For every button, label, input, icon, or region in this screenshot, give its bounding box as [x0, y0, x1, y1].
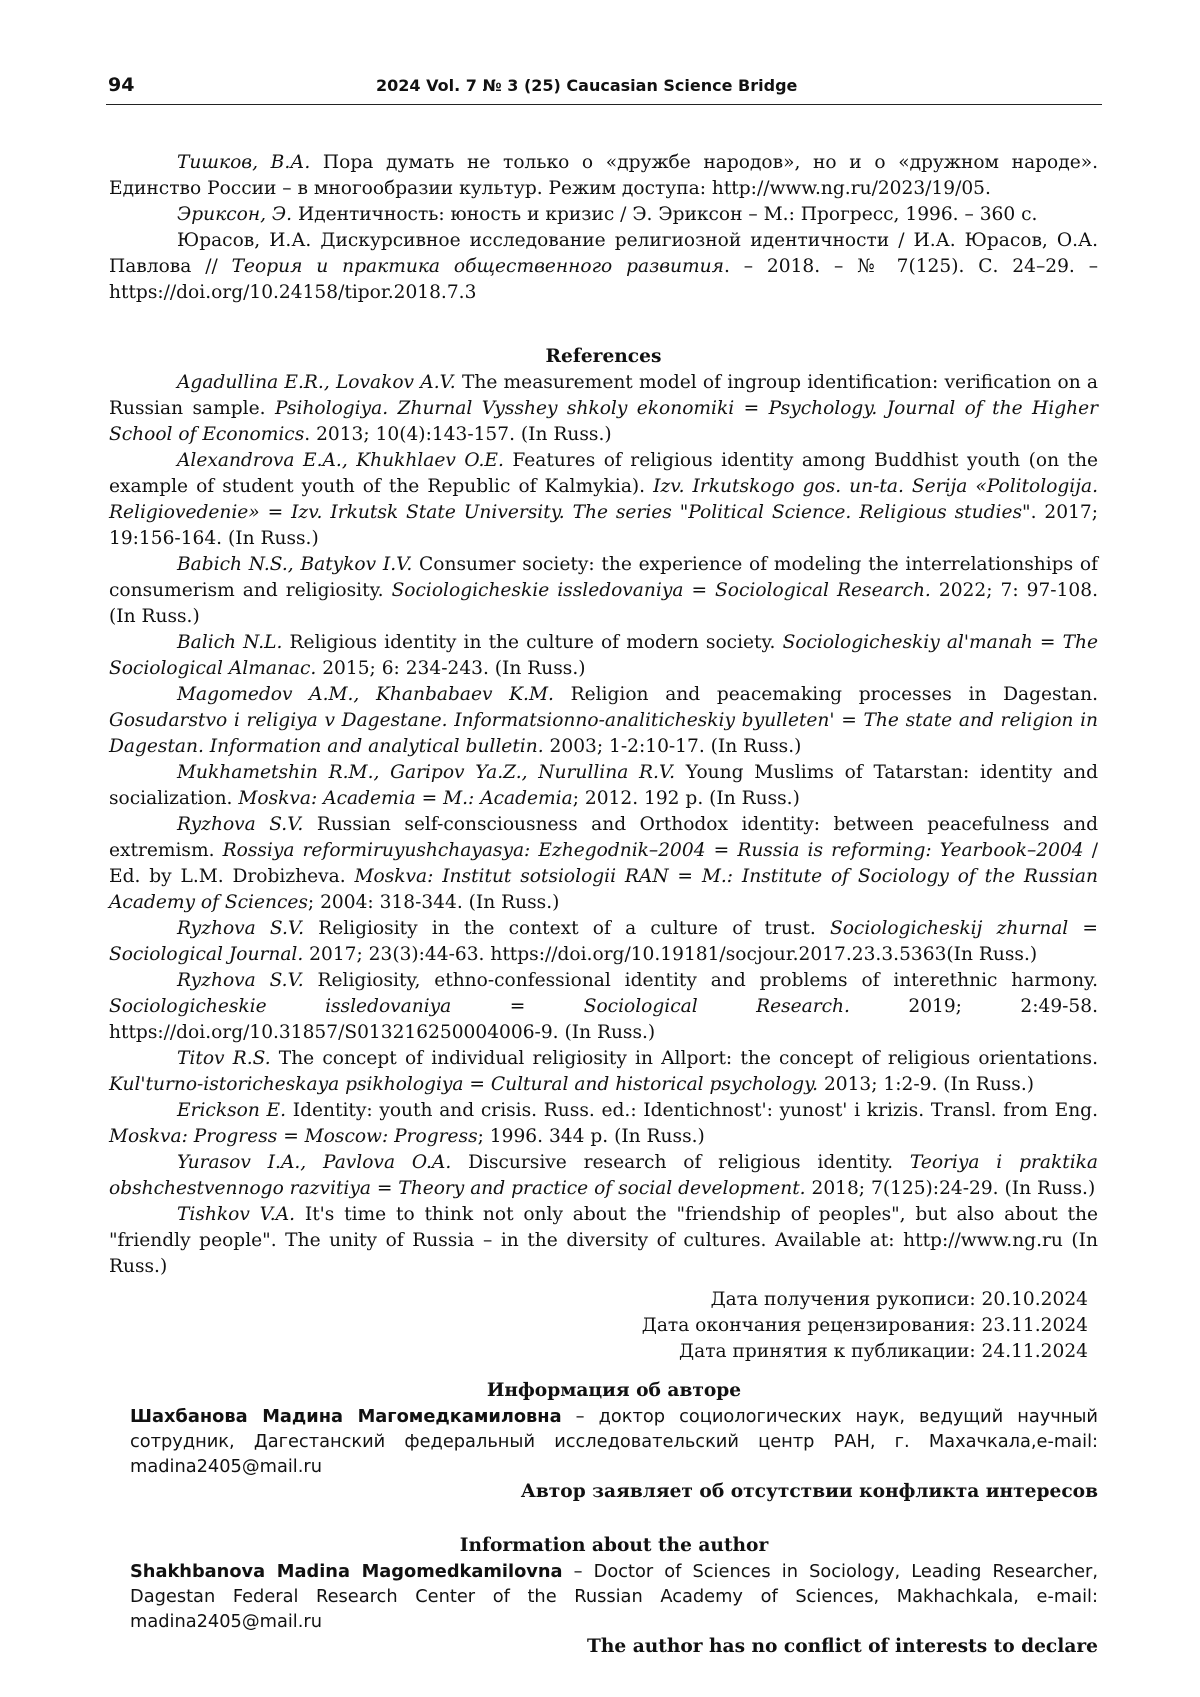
reference-text: Religiosity in the context of a culture of trust. — [304, 918, 830, 939]
reference-author: Balich N.L. — [177, 632, 283, 653]
reference-tail: 2013; 1:2-9. (In Russ.) — [818, 1074, 1035, 1095]
reference-text: Young Muslims of Tatarstan: identity and socialization. — [109, 762, 1098, 809]
reference-author: Erickson E. — [177, 1100, 287, 1121]
author-info-ru — [130, 1378, 1098, 1504]
reference-tail: . 2017; 19:156-164. (In Russ.) — [109, 502, 1099, 549]
author-description-ru — [130, 1404, 1098, 1479]
reference-item — [109, 1202, 1098, 1280]
reference-item — [109, 552, 1098, 630]
date-accepted: Дата принятия к публикации: 24.11.2024 — [679, 1341, 1088, 1362]
reference-text: Religion and peacemaking processes in Dagestan. — [553, 684, 1098, 705]
author-name-en: Shakhbanova Madina Magomedkamilovna — [130, 1561, 563, 1582]
reference-author: Alexandrova E.A., Khukhlaev O.E. — [177, 450, 504, 471]
reference-journal: Teoriya i praktika obshchestvennogo razvitiya = Theory and practice of social development. — [109, 1152, 1098, 1199]
reference-text: Юрасов, И.А. Дискурсивное исследование религиозной идентичности / И.А. Юрасов, О.А. Павлова // — [109, 230, 1098, 277]
reference-author: Titov R.S. — [177, 1048, 271, 1069]
manuscript-dates — [642, 1287, 1088, 1365]
reference-text: Religious identity in the culture of modern society. — [282, 632, 783, 653]
reference-author: Tishkov V.A. — [177, 1204, 296, 1225]
date-received: Дата получения рукописи: 20.10.2024 — [710, 1289, 1088, 1310]
reference-author: Эриксон, Э. — [177, 204, 293, 225]
russian-reference-list — [109, 150, 1098, 306]
reference-item — [109, 760, 1098, 812]
reference-item — [109, 370, 1098, 448]
reference-item — [109, 630, 1098, 682]
reference-author: Ryzhova S.V. — [177, 970, 304, 991]
reference-journal: Sociologicheskij zhurnal = Sociological Journal. — [109, 918, 1099, 965]
reference-tail: 2017; 23(3):44-63. https://doi.org/10.19181/socjour.2017.23.3.5363(In Russ.) — [303, 944, 1038, 965]
reference-text: It's time to think not only about the "friendship of peoples", but also about the "friendly people". The unity of Russia – in the diversity of cultures. Available at: http://www.ng.ru (In Russ.) — [109, 1204, 1098, 1277]
reference-tail: 2022; 7: 97-108. (In Russ.) — [109, 580, 1098, 627]
reference-author: Тишков, В.А. — [177, 152, 311, 173]
reference-journal: Rossiya reformiruyushchayasya: Ezhegodnik–2004 = Russia is reforming: Yearbook–2004 — [222, 840, 1084, 861]
reference-text: Discursive research of religious identity. — [451, 1152, 910, 1173]
author-description-en — [130, 1559, 1098, 1634]
reference-item — [109, 150, 1098, 202]
page-number: 94 — [108, 74, 135, 96]
reference-journal: Теория и практика общественного развития — [231, 256, 724, 277]
reference-item — [109, 812, 1098, 916]
reference-text: Religiosity, ethno-confessional identity and problems of interethnic harmony. — [303, 970, 1099, 991]
reference-text: The concept of individual religiosity in Allport: the concept of religious orientations. — [270, 1048, 1098, 1069]
author-details-ru: – доктор социологических наук, ведущий научный сотрудник, Дагестанский федеральный исследовательский центр РАН, г. Махачкала,e-mail: madina2405@mail.ru — [130, 1406, 1098, 1477]
date-reviewed: Дата окончания рецензирования: 23.11.2024 — [641, 1315, 1088, 1336]
references-section — [109, 344, 1098, 1280]
author-name-ru: Шахбанова Мадина Магомедкамиловна — [130, 1406, 562, 1427]
reference-journal: Psihologiya. Zhurnal Vysshey shkoly ekonomiki = Psychology. Journal of the Higher School of Economics — [109, 398, 1098, 445]
reference-item — [109, 228, 1098, 306]
reference-item — [109, 1046, 1098, 1098]
reference-tail: ; 2004: 318-344. (In Russ.) — [307, 892, 560, 913]
reference-text: Consumer society: the experience of modeling the interrelationships of consumerism and religiosity. — [109, 554, 1098, 601]
reference-item — [109, 1098, 1098, 1150]
running-header — [106, 74, 1102, 105]
reference-editor: / Ed. by L.M. Drobizheva. — [109, 840, 1098, 887]
conflict-statement-en: The author has no conflict of interests to declare — [587, 1636, 1098, 1657]
conflict-statement-ru: Автор заявляет об отсутствии конфликта интересов — [520, 1481, 1098, 1502]
reference-item — [109, 202, 1098, 228]
reference-tail: ; 2012. 192 p. (In Russ.) — [572, 788, 800, 809]
reference-item — [109, 1150, 1098, 1202]
reference-tail: 2015; 6: 234-243. (In Russ.) — [316, 658, 586, 679]
journal-title: 2024 Vol. 7 № 3 (25) Caucasian Science Bridge — [376, 76, 798, 95]
reference-journal: Sociologicheskiy al'manah = The Sociological Almanac. — [109, 632, 1098, 679]
reference-tail: 2018; 7(125):24-29. (In Russ.) — [805, 1178, 1096, 1199]
reference-author: Agadullina E.R., Lovakov A.V. — [177, 372, 456, 393]
author-info-en — [130, 1533, 1098, 1659]
reference-text: The measurement model of ingroup identification: verification on a Russian sample. — [109, 372, 1098, 419]
reference-tail: . – 2018. – № 7(125). С. 24–29. – https://doi.org/10.24158/tipor.2018.7.3 — [109, 256, 1098, 303]
reference-text: Russian self-consciousness and Orthodox identity: between peacefulness and extremism. — [109, 814, 1098, 861]
reference-author: Ryzhova S.V. — [177, 918, 305, 939]
references-heading: References — [545, 346, 662, 367]
reference-journal: Gosudarstvo i religiya v Dagestane. Informatsionno-analiticheskiy byulleten' = The state and religion in Dagestan. Information and analytical bulletin. — [109, 710, 1098, 757]
reference-journal: Kul'turno-istoricheskaya psikhologiya = Cultural and historical psychology. — [109, 1074, 819, 1095]
reference-tail: 2019; 2:49-58. https://doi.org/10.31857/S013216250004006-9. (In Russ.) — [109, 996, 1099, 1043]
reference-journal: Sociologicheskie issledovaniya = Sociological Research. — [109, 996, 850, 1017]
author-details-en: – Doctor of Sciences in Sociology, Leading Researcher, Dagestan Federal Research Center of the Russian Academy of Sciences, Makhachkala, e-mail: madina2405@mail.ru — [130, 1561, 1099, 1632]
author-info-heading-ru: Информация об авторе — [486, 1380, 742, 1401]
reference-text: Пора думать не только о «дружбе народов», но и о «дружном народе». Единство России – в многообразии культур. Режим доступа: http://www.ng.ru/2023/19/05. — [109, 152, 1098, 199]
reference-journal: Moskva: Academia = M.: Academia — [238, 788, 573, 809]
reference-author: Yurasov I.A., Pavlova O.A. — [177, 1152, 452, 1173]
reference-item — [109, 682, 1098, 760]
reference-author: Babich N.S., Batykov I.V. — [177, 554, 413, 575]
reference-journal: Sociologicheskie issledovaniya = Sociological Research. — [391, 580, 931, 601]
reference-item — [109, 916, 1098, 968]
reference-item — [109, 448, 1098, 552]
reference-publisher: Moskva: Institut sotsiologii RAN = M.: Institute of Sociology of the Russian Academy of Sciences — [109, 866, 1098, 913]
author-info-heading-en: Information about the author — [459, 1535, 769, 1556]
reference-text: Идентичность: юность и кризис / Э. Эриксон – М.: Прогресс, 1996. – 360 с. — [292, 204, 1038, 225]
reference-text: Identity: youth and crisis. Russ. ed.: Identichnost': yunost' i krizis. Transl. from Eng. — [286, 1100, 1098, 1121]
reference-author: Ryzhova S.V. — [177, 814, 304, 835]
reference-text: Features of religious identity among Buddhist youth (on the example of student youth of the Republic of Kalmykia). — [109, 450, 1098, 497]
reference-author: Magomedov A.M., Khanbabaev K.M. — [177, 684, 554, 705]
reference-author: Mukhametshin R.M., Garipov Ya.Z., Nurullina R.V. — [177, 762, 676, 783]
reference-item — [109, 968, 1098, 1046]
reference-tail: . 2013; 10(4):143-157. (In Russ.) — [304, 424, 612, 445]
reference-tail: 2003; 1-2:10-17. (In Russ.) — [543, 736, 802, 757]
reference-tail: ; 1996. 344 p. (In Russ.) — [477, 1126, 705, 1147]
reference-journal: Izv. Irkutskogo gos. un-ta. Serija «Politologija. Religiovedenie» = Izv. Irkutsk State University. The series "Political Science. Religious studies" — [109, 476, 1099, 523]
reference-journal: Moskva: Progress = Moscow: Progress — [109, 1126, 478, 1147]
